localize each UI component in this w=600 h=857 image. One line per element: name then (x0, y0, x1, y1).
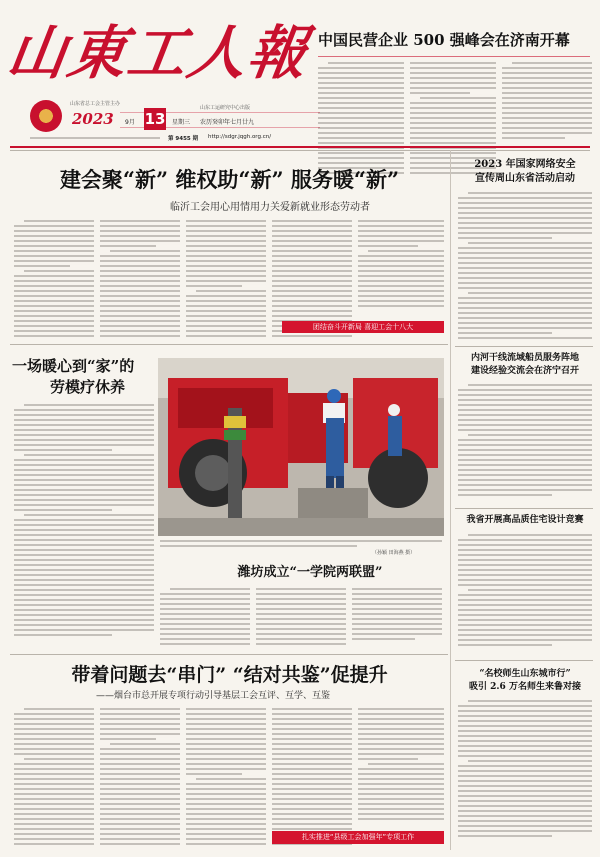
section-divider (10, 344, 448, 345)
lead-text-col-5 (358, 220, 444, 312)
right-story-1-line-2: 宣传周山东省活动启动 (475, 173, 575, 184)
left-story-line-1: 一场暖心到“家”的 (12, 357, 135, 375)
right-story-1-text (458, 192, 592, 342)
mid-story-text-col-1 (160, 588, 250, 648)
mid-story-headline: 潍坊成立“一学院两联盟” (237, 565, 383, 580)
mid-story-text-col-2 (256, 588, 346, 648)
top-headline-rule (318, 56, 590, 57)
bottom-subhead: ——烟台市总开展专项行动引导基层工会互评、互学、互鉴 (96, 691, 331, 701)
right-story-3-headline: 我省开展高品质住宅设计竞赛 (466, 515, 584, 525)
top-headline: 中国民营企业 500 强峰会在济南开幕 (318, 31, 570, 49)
lunar-label: 农历癸卯年七月廿九 (200, 119, 255, 126)
right-column-rule (450, 150, 451, 850)
weekday-label: 星期三 (172, 119, 191, 126)
emblem-icon (30, 100, 62, 132)
website-label: http://sdgr.jqgh.org.cn/ (208, 134, 272, 140)
right-story-4-line-2: 吸引 2.6 万名师生来鲁对接 (469, 682, 581, 692)
issue-number: 第 9455 期 (168, 136, 199, 142)
right-story-2-headline (458, 352, 592, 378)
month-label: 9月 (125, 119, 135, 126)
sponsor-label: 山东省总工会主管主办 (70, 101, 121, 107)
right-story-2-text (458, 384, 592, 502)
lead-text-col-1 (14, 220, 94, 340)
right-divider (455, 346, 593, 347)
right-story-2-line-2: 建设经验交流会在济宁召开 (470, 366, 579, 376)
lead-headline: 建会聚“新” 维权助“新” 服务暖“新” (59, 167, 400, 192)
photo-credit: （孙颖 田海燕 摄） (372, 550, 416, 556)
bottom-text-col-5 (358, 708, 444, 824)
left-story-text (14, 404, 154, 638)
lead-subhead: 临沂工会用心用情用力关爱新就业形态劳动者 (170, 202, 370, 213)
masthead-divider-2 (10, 150, 590, 151)
section-divider (10, 654, 448, 655)
lead-text-col-2 (100, 220, 180, 340)
right-story-4-headline (458, 668, 592, 694)
day-label: 13 (144, 110, 166, 128)
right-story-3-text (458, 534, 592, 654)
publisher-label: 山东工运研究中心出版 (200, 105, 251, 111)
bottom-banner: 扎实推进“县级工会加强年”专项工作 (272, 831, 444, 844)
factory-scene-image (158, 358, 444, 536)
bottom-text-col-3 (186, 708, 266, 846)
factory-photo (158, 358, 444, 536)
mid-story-text-col-3 (352, 588, 442, 648)
masthead-logo (3, 14, 313, 92)
masthead-info-line (30, 137, 160, 143)
right-story-1-line-1: 2023 年国家网络安全 (474, 159, 576, 170)
right-story-4-line-1: “名校师生山东城市行” (479, 669, 571, 679)
year-label: 2023 (72, 110, 114, 128)
lead-text-col-3 (186, 220, 266, 340)
right-divider (455, 508, 593, 509)
left-story-headline (12, 356, 152, 398)
logo-text: 山東工人報 (3, 19, 313, 87)
masthead-divider (10, 146, 590, 148)
bottom-text-col-4 (272, 708, 352, 846)
date-bar-line (120, 112, 320, 128)
right-story-2-line-1: 内河干线流域船员服务阵地 (470, 353, 579, 363)
top-story-text (318, 62, 404, 180)
bottom-headline: 带着问题去“串门” “结对共鉴”促提升 (71, 664, 388, 686)
bottom-text-col-1 (14, 708, 94, 846)
bottom-text-col-2 (100, 708, 180, 846)
right-divider (455, 660, 593, 661)
left-story-line-2: 劳模疗休养 (50, 378, 126, 396)
lead-slogan-banner: 团结奋斗开新局 喜迎工会十八大 (282, 321, 444, 333)
right-story-4-text (458, 700, 592, 845)
right-story-1-headline (458, 158, 592, 186)
